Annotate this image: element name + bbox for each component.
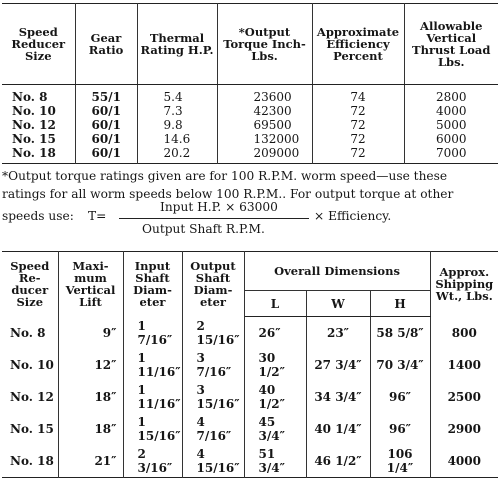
cell-output-shaft: 3 7/16″ bbox=[182, 349, 244, 381]
cell-input-shaft: 1 7/16″ bbox=[123, 317, 182, 350]
cell-thermal-rating: 14.6 bbox=[137, 132, 217, 146]
header-speed-reducer-size: Speed Reducer Size bbox=[2, 4, 75, 85]
cell-efficiency: 72 bbox=[312, 146, 404, 164]
cell-efficiency: 72 bbox=[312, 118, 404, 132]
table-row bbox=[2, 317, 498, 350]
cell-weight: 2900 bbox=[447, 422, 481, 436]
header-efficiency: Approximate Efficiency Percent bbox=[312, 4, 404, 85]
cell-thrust-load: 4000 bbox=[435, 104, 467, 118]
fraction-bar bbox=[119, 218, 309, 219]
cell-input-shaft: 2 3/16″ bbox=[123, 445, 182, 478]
cell-output-shaft: 2 15/16″ bbox=[182, 317, 244, 350]
header-output-shaft-diameter: Output Shaft Diam- eter bbox=[182, 252, 244, 317]
cell-thermal-rating: 9.8 bbox=[137, 118, 217, 132]
table-row bbox=[2, 445, 498, 478]
cell-gear-ratio: 60/1 bbox=[75, 104, 137, 118]
cell-max-lift: 9″ bbox=[58, 317, 123, 350]
header-length: L bbox=[244, 291, 306, 317]
cell-height: 58 5/8″ bbox=[370, 317, 430, 350]
cell-size: No. 8 bbox=[2, 317, 58, 350]
cell-output-torque: 132000 bbox=[217, 132, 312, 146]
formula-denominator: Output Shaft R.P.M. bbox=[142, 222, 265, 236]
header-thermal-rating: Thermal Rating H.P. bbox=[137, 4, 217, 85]
cell-output-torque: 69500 bbox=[217, 118, 312, 132]
cell-length: 51 3/4″ bbox=[244, 445, 306, 478]
cell-size: No. 15 bbox=[2, 132, 75, 146]
footnote-line: *Output torque ratings given are for 100 R.P.M. worm speed—use these bbox=[2, 169, 448, 183]
cell-input-shaft: 1 11/16″ bbox=[123, 349, 182, 381]
cell-weight: 4000 bbox=[447, 454, 481, 468]
table-row bbox=[2, 146, 498, 164]
dimensions-table-body bbox=[2, 317, 498, 478]
header-input-shaft-diameter: Input Shaft Diam- eter bbox=[123, 252, 182, 317]
cell-size: No. 12 bbox=[2, 118, 75, 132]
formula-numerator: Input H.P. × 63000 bbox=[160, 200, 278, 214]
cell-size: No. 10 bbox=[2, 349, 58, 381]
cell-height: 106 1/4″ bbox=[370, 445, 430, 478]
header-thrust-load: Allowable Vertical Thrust Load Lbs. bbox=[404, 4, 498, 85]
cell-output-torque: 23600 bbox=[217, 85, 312, 105]
table-row bbox=[2, 132, 498, 146]
table-row bbox=[2, 349, 498, 381]
cell-output-shaft: 4 7/16″ bbox=[182, 413, 244, 445]
cell-size: No. 12 bbox=[2, 381, 58, 413]
formula-suffix: × Efficiency. bbox=[314, 209, 392, 223]
cell-weight: 800 bbox=[451, 325, 477, 340]
table-row bbox=[2, 85, 498, 105]
cell-thrust-load: 7000 bbox=[435, 146, 467, 160]
cell-efficiency: 72 bbox=[312, 104, 404, 118]
cell-thermal-rating: 5.4 bbox=[137, 85, 217, 105]
cell-gear-ratio: 60/1 bbox=[75, 118, 137, 132]
cell-gear-ratio: 55/1 bbox=[75, 85, 137, 105]
cell-size: No. 18 bbox=[2, 445, 58, 478]
header-speed-reducer-size: Speed Re- ducer Size bbox=[2, 252, 58, 317]
table-row bbox=[2, 413, 498, 445]
table-row bbox=[2, 104, 498, 118]
torque-formula bbox=[2, 199, 498, 239]
header-overall-dimensions: Overall Dimensions bbox=[244, 252, 430, 291]
cell-size: No. 18 bbox=[2, 146, 75, 164]
cell-size: No. 15 bbox=[2, 413, 58, 445]
header-gear-ratio: Gear Ratio bbox=[75, 4, 137, 85]
cell-thrust-load: 6000 bbox=[435, 132, 467, 146]
cell-length: 40 1/2″ bbox=[244, 381, 306, 413]
table-header-row bbox=[2, 4, 498, 85]
dimensions-table bbox=[2, 251, 498, 478]
cell-height: 96″ bbox=[370, 413, 430, 445]
cell-height: 96″ bbox=[370, 381, 430, 413]
cell-width: 23″ bbox=[306, 317, 370, 350]
torque-footnote bbox=[2, 167, 498, 203]
header-output-torque: *Output Torque Inch-Lbs. bbox=[217, 4, 312, 85]
formula-lhs: T= bbox=[88, 209, 107, 223]
speed-reducer-ratings-table bbox=[2, 3, 498, 164]
cell-max-lift: 12″ bbox=[58, 349, 123, 381]
cell-gear-ratio: 60/1 bbox=[75, 146, 137, 164]
footnote-line: ratings for all worm speeds below 100 R.P.M.. For output torque at other bbox=[2, 187, 454, 201]
ratings-table-body bbox=[2, 85, 498, 164]
cell-width: 34 3/4″ bbox=[306, 381, 370, 413]
cell-weight: 2500 bbox=[447, 390, 481, 404]
cell-max-lift: 21″ bbox=[58, 445, 123, 478]
cell-size: No. 8 bbox=[2, 85, 75, 105]
cell-thrust-load: 5000 bbox=[435, 118, 467, 132]
cell-length: 26″ bbox=[244, 317, 306, 350]
cell-efficiency: 72 bbox=[312, 132, 404, 146]
cell-input-shaft: 1 11/16″ bbox=[123, 381, 182, 413]
cell-weight: 1400 bbox=[447, 358, 481, 372]
cell-max-lift: 18″ bbox=[58, 381, 123, 413]
table-header-row bbox=[2, 252, 498, 291]
cell-max-lift: 18″ bbox=[58, 413, 123, 445]
cell-thermal-rating: 20.2 bbox=[137, 146, 217, 164]
cell-output-torque: 42300 bbox=[217, 104, 312, 118]
table-row bbox=[2, 118, 498, 132]
table-row bbox=[2, 381, 498, 413]
cell-output-shaft: 3 15/16″ bbox=[182, 381, 244, 413]
header-width: W bbox=[306, 291, 370, 317]
cell-input-shaft: 1 15/16″ bbox=[123, 413, 182, 445]
cell-width: 40 1/4″ bbox=[306, 413, 370, 445]
cell-height: 70 3/4″ bbox=[370, 349, 430, 381]
cell-output-torque: 209000 bbox=[217, 146, 312, 164]
cell-gear-ratio: 60/1 bbox=[75, 132, 137, 146]
cell-width: 27 3/4″ bbox=[306, 349, 370, 381]
cell-thermal-rating: 7.3 bbox=[137, 104, 217, 118]
cell-output-shaft: 4 15/16″ bbox=[182, 445, 244, 478]
cell-width: 46 1/2″ bbox=[306, 445, 370, 478]
header-shipping-weight: Approx. Shipping Wt., Lbs. bbox=[435, 265, 494, 304]
header-height: H bbox=[370, 291, 430, 317]
formula-prefix: speeds use: bbox=[2, 209, 74, 223]
header-max-vertical-lift: Maxi- mum Vertical Lift bbox=[58, 252, 123, 317]
cell-thrust-load: 2800 bbox=[435, 90, 467, 104]
cell-size: No. 10 bbox=[2, 104, 75, 118]
cell-length: 45 3/4″ bbox=[244, 413, 306, 445]
cell-efficiency: 74 bbox=[312, 85, 404, 105]
cell-length: 30 1/2″ bbox=[244, 349, 306, 381]
